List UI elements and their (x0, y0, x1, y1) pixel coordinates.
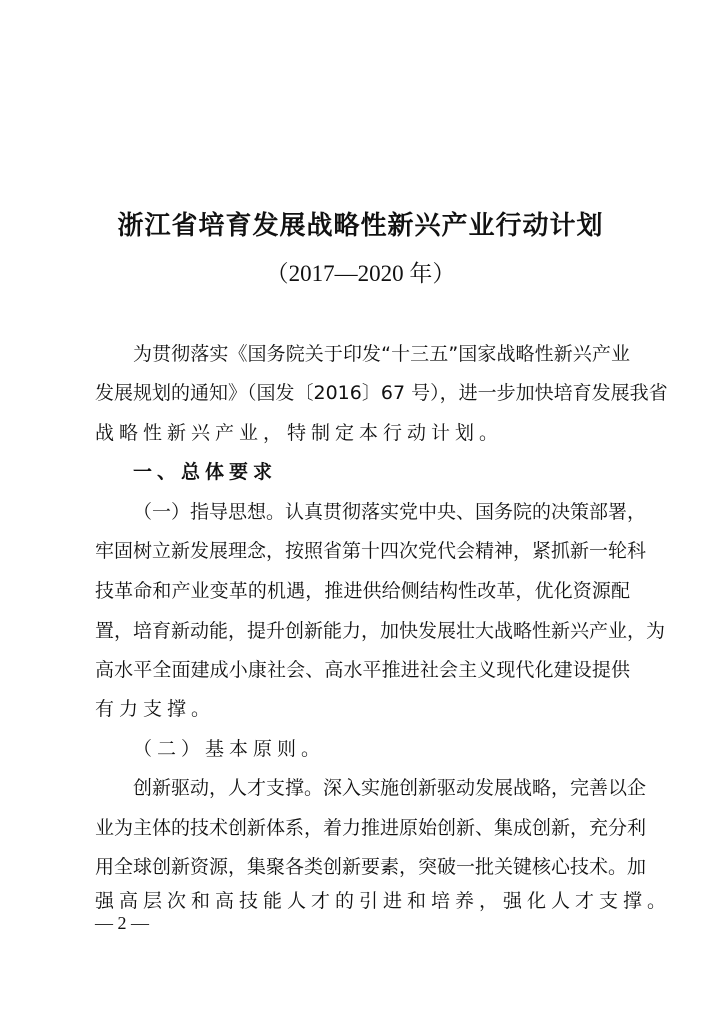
innovation-line-2: 业为主体的技术创新体系，着力推进原始创新、集成创新，充分利 (95, 817, 647, 839)
innovation-line-4: 强高层次和高技能人才的引进和培养，强化人才支撑。 (95, 890, 672, 912)
guiding-line-1: （一）指导思想。认真贯彻落实党中央、国务院的决策部署， (133, 501, 647, 523)
intro-line-1: 为贯彻落实《国务院关于印发“十三五”国家战略性新兴产业 (133, 343, 630, 365)
document-subtitle: （2017—2020 年） (265, 261, 456, 286)
intro-line-3: 战略性新兴产业，特制定本行动计划。 (95, 422, 504, 444)
guiding-line-2: 牢固树立新发展理念，按照省第十四次党代会精神，紧抓新一轮科 (95, 540, 647, 562)
document-title: 浙江省培育发展战略性新兴产业行动计划 (117, 211, 604, 241)
innovation-line-1: 创新驱动，人才支撑。深入实施创新驱动发展战略，完善以企 (133, 777, 647, 799)
principles-heading: （二）基本原则。 (133, 738, 326, 760)
section-heading-general-requirements: 一、总体要求 (133, 461, 278, 483)
page-number: — 2 — (95, 913, 149, 933)
intro-line-2: 发展规划的通知》（国发〔2016〕67 号），进一步加快培育发展我省 (95, 382, 668, 404)
innovation-line-3: 用全球创新资源，集聚各类创新要素，突破一批关键核心技术。加 (95, 856, 647, 878)
guiding-line-3: 技革命和产业变革的机遇，推进供给侧结构性改革，优化资源配 (95, 580, 630, 602)
guiding-line-5: 高水平全面建成小康社会、高水平推进社会主义现代化建设提供 (95, 659, 630, 681)
guiding-line-4: 置，培育新动能，提升创新能力，加快发展壮大战略性新兴产业，为 (95, 620, 666, 642)
guiding-line-6: 有力支撑。 (95, 698, 216, 720)
